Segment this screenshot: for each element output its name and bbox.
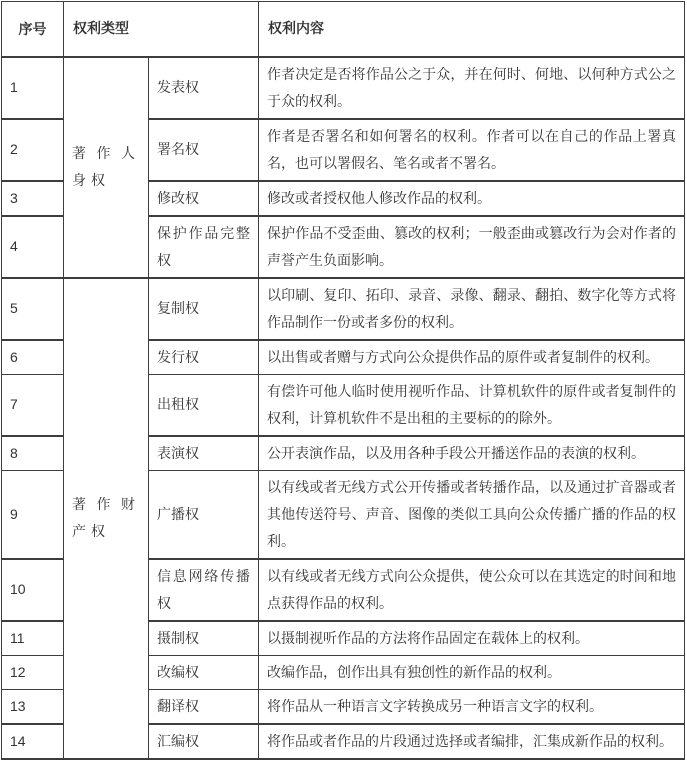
right-content-cell: 改编作品，创作出具有独创性的新作品的权利。	[259, 655, 685, 689]
right-name-cell: 保护作品完整权	[149, 216, 259, 278]
right-name-cell: 改编权	[149, 655, 259, 689]
right-content-cell: 将作品从一种语言文字转换成另一种语言文字的权利。	[259, 689, 685, 724]
right-content-cell: 以有线或者无线方式向公众提供，使公众可以在其选定的时间和地点获得作品的权利。	[259, 559, 685, 621]
table-row	[2, 278, 685, 340]
right-name-cell: 出租权	[149, 374, 259, 436]
row-number-cell: 10	[2, 559, 64, 621]
right-content-cell: 修改或者授权他人修改作品的权利。	[259, 181, 685, 216]
right-content-cell: 公开表演作品，以及用各种手段公开播送作品的表演的权利。	[259, 436, 685, 471]
row-number-cell: 3	[2, 181, 64, 216]
table-body	[2, 57, 685, 759]
row-number-cell: 5	[2, 278, 64, 340]
right-name-cell: 信息网络传播权	[149, 559, 259, 621]
right-name-cell: 修改权	[149, 181, 259, 216]
right-name-cell: 汇编权	[149, 724, 259, 759]
right-content-cell: 以摄制视听作品的方法将作品固定在载体上的权利。	[259, 621, 685, 656]
header-right-content: 权利内容	[259, 2, 685, 57]
row-number-cell: 12	[2, 655, 64, 689]
copyright-rights-table	[1, 1, 685, 760]
right-name-cell: 表演权	[149, 436, 259, 471]
row-number-cell: 11	[2, 621, 64, 656]
row-number-cell: 14	[2, 724, 64, 759]
right-content-cell: 以有线或者无线方式公开传播或者转播作品，以及通过扩音器或者其他传送符号、声音、图像的类似工具向公众传播广播的作品的权利。	[259, 470, 685, 559]
row-number-cell: 2	[2, 119, 64, 181]
row-number-cell: 6	[2, 340, 64, 375]
right-name-cell: 发表权	[149, 57, 259, 119]
right-content-cell: 有偿许可他人临时使用视听作品、计算机软件的原件或者复制件的权利，计算机软件不是出租的主要标的的除外。	[259, 374, 685, 436]
right-name-cell: 摄制权	[149, 621, 259, 656]
header-right-type: 权利类型	[64, 2, 259, 57]
right-name-cell: 发行权	[149, 340, 259, 375]
row-number-cell: 4	[2, 216, 64, 278]
row-number-cell: 7	[2, 374, 64, 436]
right-category-cell: 著作人身权	[64, 57, 149, 278]
right-content-cell: 保护作品不受歪曲、篡改的权利；一般歪曲或篡改行为会对作者的声誉产生负面影响。	[259, 216, 685, 278]
right-name-cell: 翻译权	[149, 689, 259, 724]
right-name-cell: 复制权	[149, 278, 259, 340]
row-number-cell: 9	[2, 470, 64, 559]
row-number-cell: 13	[2, 689, 64, 724]
right-content-cell: 作者是否署名和如何署名的权利。作者可以在自己的作品上署真名，也可以署假名、笔名或者不署名。	[259, 119, 685, 181]
table-header	[2, 2, 685, 57]
right-content-cell: 以印刷、复印、拓印、录音、录像、翻录、翻拍、数字化等方式将作品制作一份或者多份的权利。	[259, 278, 685, 340]
right-content-cell: 作者决定是否将作品公之于众，并在何时、何地、以何种方式公之于众的权利。	[259, 57, 685, 119]
row-number-cell: 8	[2, 436, 64, 471]
right-content-cell: 以出售或者赠与方式向公众提供作品的原件或者复制件的权利。	[259, 340, 685, 375]
right-category-cell: 著作财产权	[64, 278, 149, 759]
right-content-cell: 将作品或者作品的片段通过选择或者编排，汇集成新作品的权利。	[259, 724, 685, 759]
right-name-cell: 广播权	[149, 470, 259, 559]
right-name-cell: 署名权	[149, 119, 259, 181]
header-row	[2, 2, 685, 57]
row-number-cell: 1	[2, 57, 64, 119]
table-row	[2, 57, 685, 119]
header-sequence-number: 序号	[2, 2, 64, 57]
